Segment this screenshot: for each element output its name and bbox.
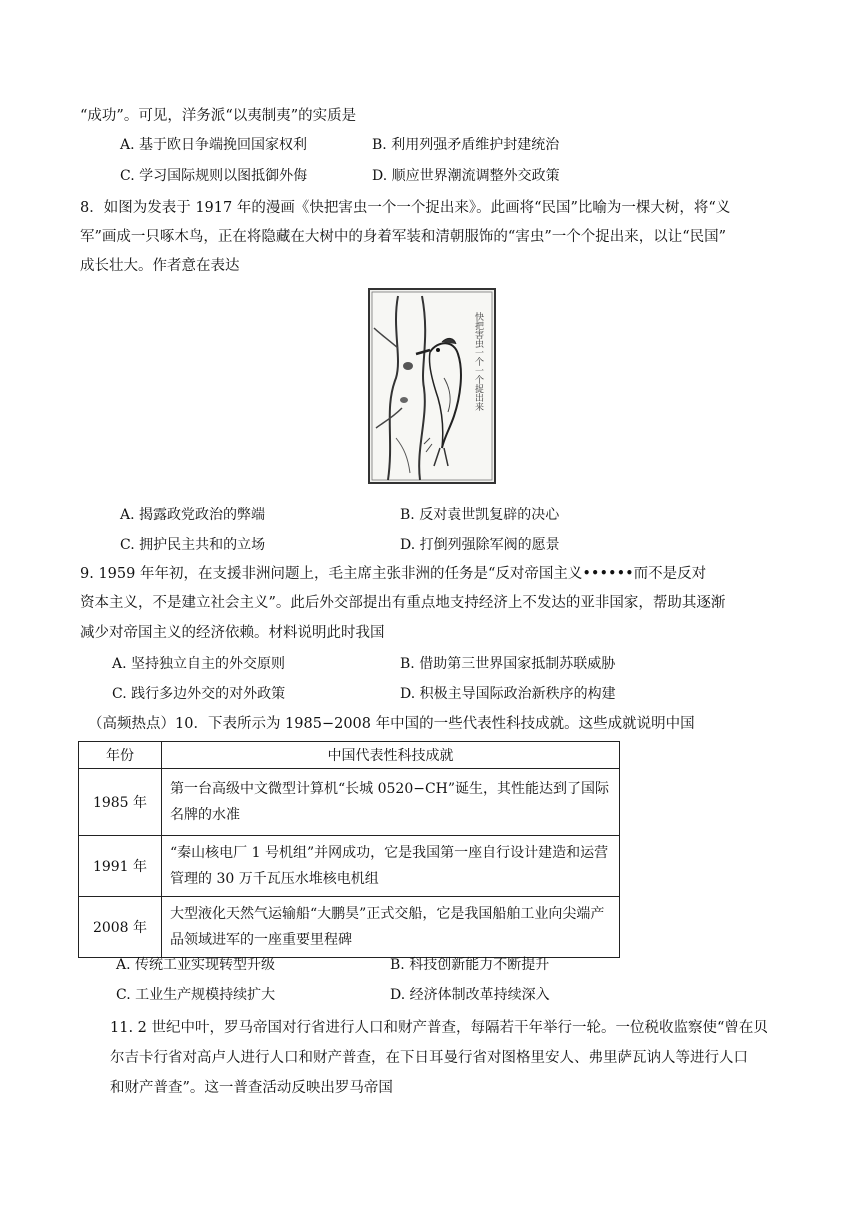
table-row	[79, 836, 620, 897]
q8-option-d: D. 打倒列强除军阀的愿景	[400, 537, 560, 553]
q8-stem-line-3: 成长壮大。作者意在表达	[80, 258, 240, 274]
q8-option-b: B. 反对袁世凯复辟的决心	[400, 507, 560, 523]
q7-option-c: C. 学习国际规则以图抵御外侮	[120, 168, 308, 184]
q10-option-d: D. 经济体制改革持续深入	[390, 987, 550, 1003]
table-cell-year: 2008 年	[79, 897, 162, 958]
table-header-year: 年份	[79, 742, 162, 769]
cartoon-inscription: 快把害虫一个一个捉出来	[473, 312, 483, 411]
woodpecker-cartoon-drawing	[368, 288, 496, 484]
q9-option-d: D. 积极主导国际政治新秩序的构建	[400, 686, 616, 702]
q10-stem: （高频热点）10．下表所示为 1985−2008 年中国的一些代表性科技成就。这些成就说明中国	[88, 716, 695, 732]
q7-option-a: A. 基于欧日争端挽回国家权利	[120, 137, 308, 153]
table-row	[79, 769, 620, 836]
q8-option-a: A. 揭露政党政治的弊端	[120, 507, 266, 523]
q9-option-b: B. 借助第三世界国家抵制苏联威胁	[400, 656, 616, 672]
q10-option-b: B. 科技创新能力不断提升	[390, 957, 550, 973]
table-cell-year: 1985 年	[79, 769, 162, 836]
q9-stem-line-3: 减少对帝国主义的经济依赖。材料说明此时我国	[80, 625, 385, 641]
q7-option-b: B. 利用列强矛盾维护封建统治	[372, 137, 560, 153]
q9-stem-line-1: 9. 1959 年年初，在支援非洲问题上，毛主席主张非洲的任务是“反对帝国主义••••••而不是反对	[80, 566, 707, 582]
q11-stem-line-2: 尔吉卡行省对高卢人进行人口和财产普查，在下日耳曼行省对图格里安人、弗里萨瓦讷人等进行人口	[110, 1050, 748, 1066]
q9-option-a: A. 坚持独立自主的外交原则	[112, 656, 286, 672]
tech-achievements-table	[78, 741, 620, 958]
table-header-achievement: 中国代表性科技成就	[162, 742, 620, 769]
table-cell-achievement: 大型液化天然气运输船“大鹏昊”正式交船，它是我国船舶工业向尖端产品领域进军的一座重要里程碑	[162, 897, 620, 958]
q10-option-a: A. 传统工业实现转型升级	[116, 957, 276, 973]
q7-stem: “成功”。可见，洋务派“以夷制夷”的实质是	[80, 108, 357, 124]
table-row	[79, 897, 620, 958]
q11-stem-line-1: 11. 2 世纪中叶，罗马帝国对行省进行人口和财产普查，每隔若干年举行一轮。一位税收监察使“曾在贝	[110, 1020, 768, 1036]
q8-stem-line-2: 军”画成一只啄木鸟，正在将隐藏在大树中的身着军装和清朝服饰的“害虫”一个个捉出来，以让“民国”	[80, 229, 727, 245]
q9-stem-line-2: 资本主义，不是建立社会主义”。此后外交部提出有重点地支持经济上不发达的亚非国家，帮助其逐渐	[80, 595, 726, 611]
table-cell-year: 1991 年	[79, 836, 162, 897]
q7-option-d: D. 顺应世界潮流调整外交政策	[372, 168, 560, 184]
q8-option-c: C. 拥护民主共和的立场	[120, 537, 266, 553]
q8-stem-line-1: 8．如图为发表于 1917 年的漫画《快把害虫一个一个捉出来》。此画将“民国”比喻为一棵大树，将“义	[80, 200, 731, 216]
table-cell-achievement: “秦山核电厂 1 号机组”并网成功，它是我国第一座自行设计建造和运营管理的 30 万千瓦压水堆核电机组	[162, 836, 620, 897]
table-cell-achievement: 第一台高级中文微型计算机“长城 0520−CH”诞生，其性能达到了国际名牌的水准	[162, 769, 620, 836]
woodpecker-cartoon-image	[368, 288, 496, 484]
q11-stem-line-3: 和财产普查”。这一普查活动反映出罗马帝国	[110, 1080, 393, 1096]
q10-option-c: C. 工业生产规模持续扩大	[116, 987, 276, 1003]
q9-option-c: C. 践行多边外交的对外政策	[112, 686, 286, 702]
